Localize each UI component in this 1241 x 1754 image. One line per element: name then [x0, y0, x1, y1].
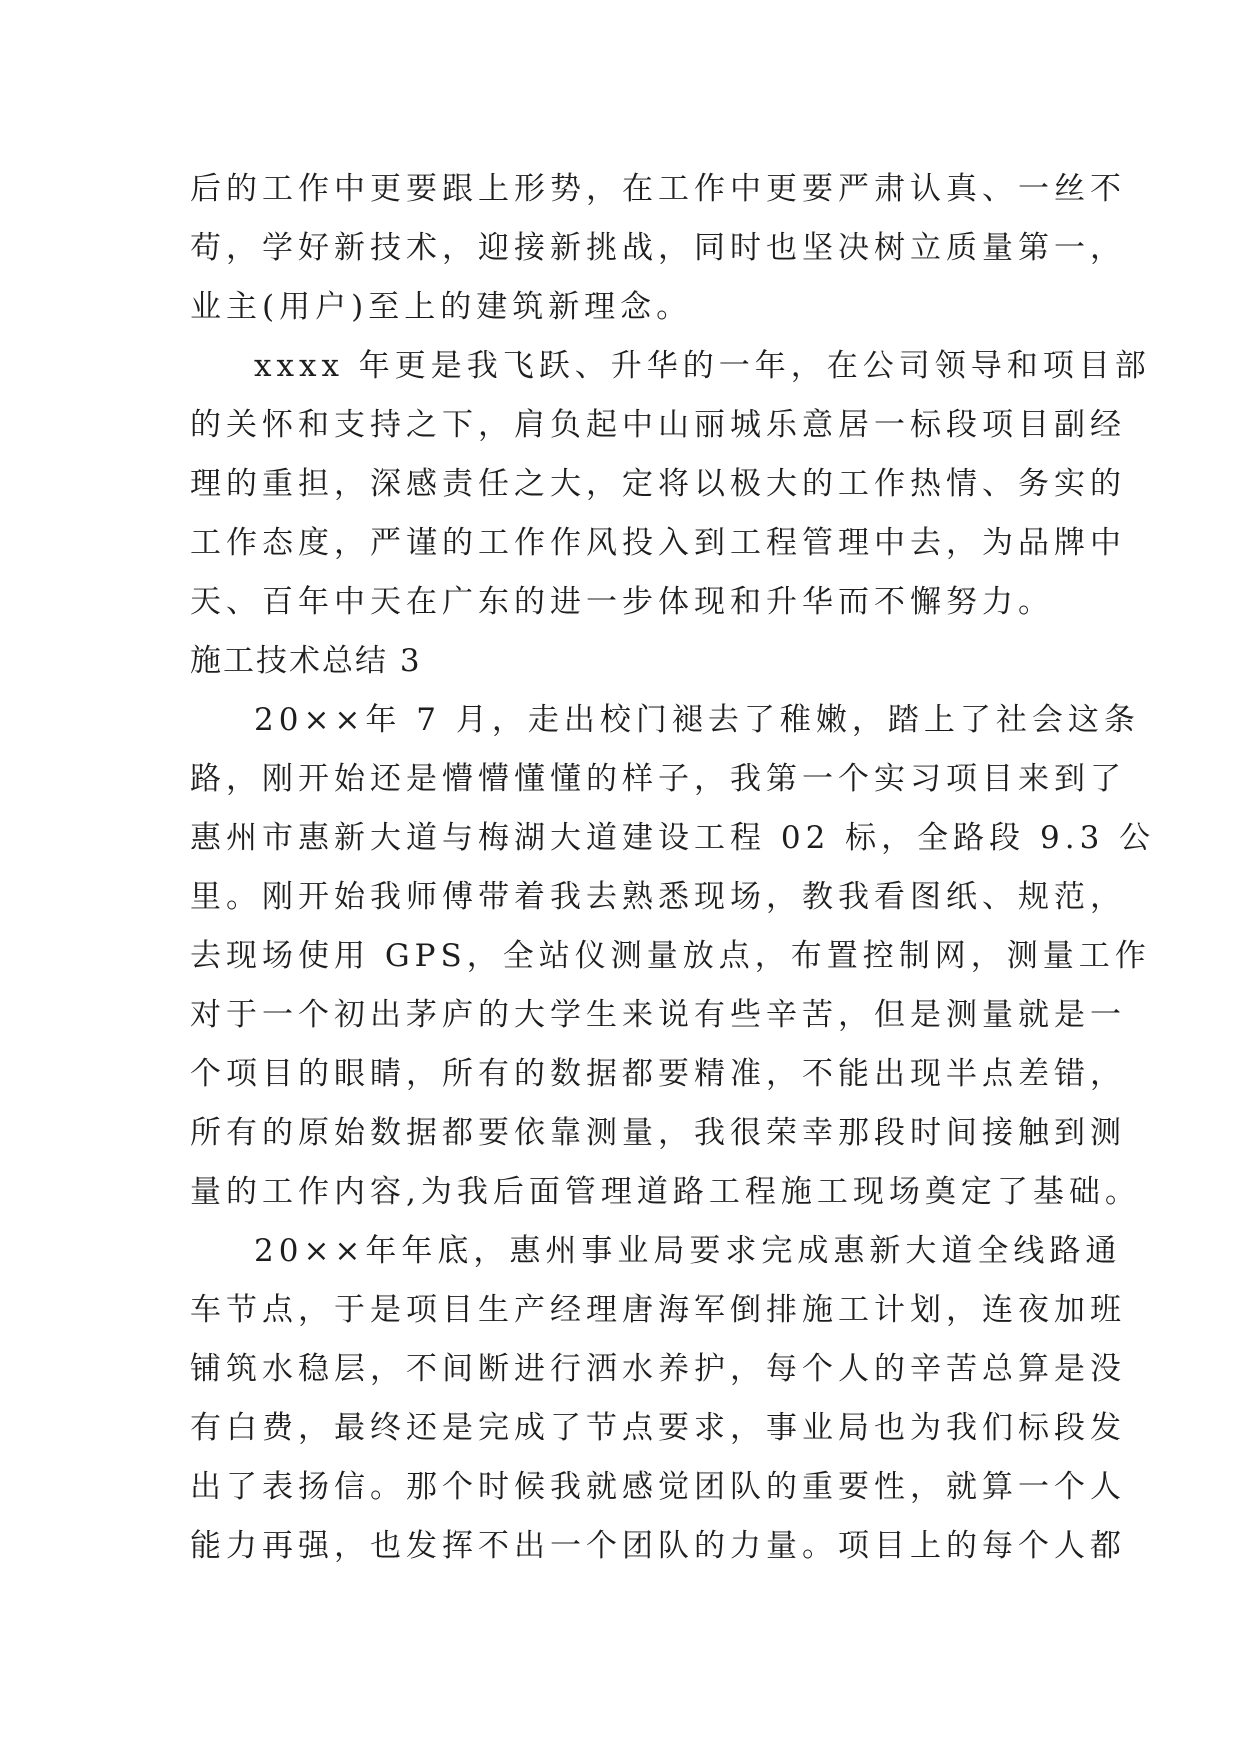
- text-line: 后的工作中更要跟上形势，在工作中更要严肃认真、一丝不: [190, 171, 1126, 207]
- text-line: 20××年 7 月，走出校门褪去了稚嫩，踏上了社会这条: [254, 702, 1140, 738]
- text-line: 里。刚开始我师傅带着我去熟悉现场，教我看图纸、规范，: [190, 879, 1126, 915]
- text-line: 路，刚开始还是懵懵懂懂的样子，我第一个实习项目来到了: [190, 761, 1126, 797]
- section-heading: 施工技术总结 3: [190, 643, 422, 679]
- text-line: 理的重担，深感责任之大，定将以极大的工作热情、务实的: [190, 466, 1126, 502]
- text-line: 20××年年底，惠州事业局要求完成惠新大道全线路通: [254, 1233, 1122, 1269]
- text-line: 业主(用户)至上的建筑新理念。: [190, 289, 693, 325]
- document-body: [190, 160, 1156, 1576]
- text-line: 车节点，于是项目生产经理唐海军倒排施工计划，连夜加班: [190, 1292, 1126, 1328]
- text-line: 工作态度，严谨的工作作风投入到工程管理中去，为品牌中: [190, 525, 1126, 561]
- text-line: 个项目的眼睛，所有的数据都要精准，不能出现半点差错，: [190, 1056, 1126, 1092]
- text-line: 所有的原始数据都要依靠测量，我很荣幸那段时间接触到测: [190, 1115, 1126, 1151]
- text-line: 铺筑水稳层，不间断进行洒水养护，每个人的辛苦总算是没: [190, 1351, 1126, 1387]
- text-line: xxxx 年更是我飞跃、升华的一年，在公司领导和项目部: [254, 348, 1151, 384]
- text-line: 出了表扬信。那个时候我就感觉团队的重要性，就算一个人: [190, 1469, 1126, 1505]
- text-line: 苟，学好新技术，迎接新挑战，同时也坚决树立质量第一，: [190, 230, 1126, 266]
- text-line: 有白费，最终还是完成了节点要求，事业局也为我们标段发: [190, 1410, 1126, 1446]
- text-line: 惠州市惠新大道与梅湖大道建设工程 02 标，全路段 9.3 公: [190, 820, 1156, 856]
- text-line: 量的工作内容,为我后面管理道路工程施工现场奠定了基础。: [190, 1174, 1141, 1210]
- text-line: 对于一个初出茅庐的大学生来说有些辛苦，但是测量就是一: [190, 997, 1126, 1033]
- text-line: 去现场使用 GPS，全站仪测量放点，布置控制网，测量工作: [190, 938, 1151, 974]
- text-line: 天、百年中天在广东的进一步体现和升华而不懈努力。: [190, 584, 1054, 620]
- text-line: 能力再强，也发挥不出一个团队的力量。项目上的每个人都: [190, 1528, 1126, 1564]
- text-line: 的关怀和支持之下，肩负起中山丽城乐意居一标段项目副经: [190, 407, 1126, 443]
